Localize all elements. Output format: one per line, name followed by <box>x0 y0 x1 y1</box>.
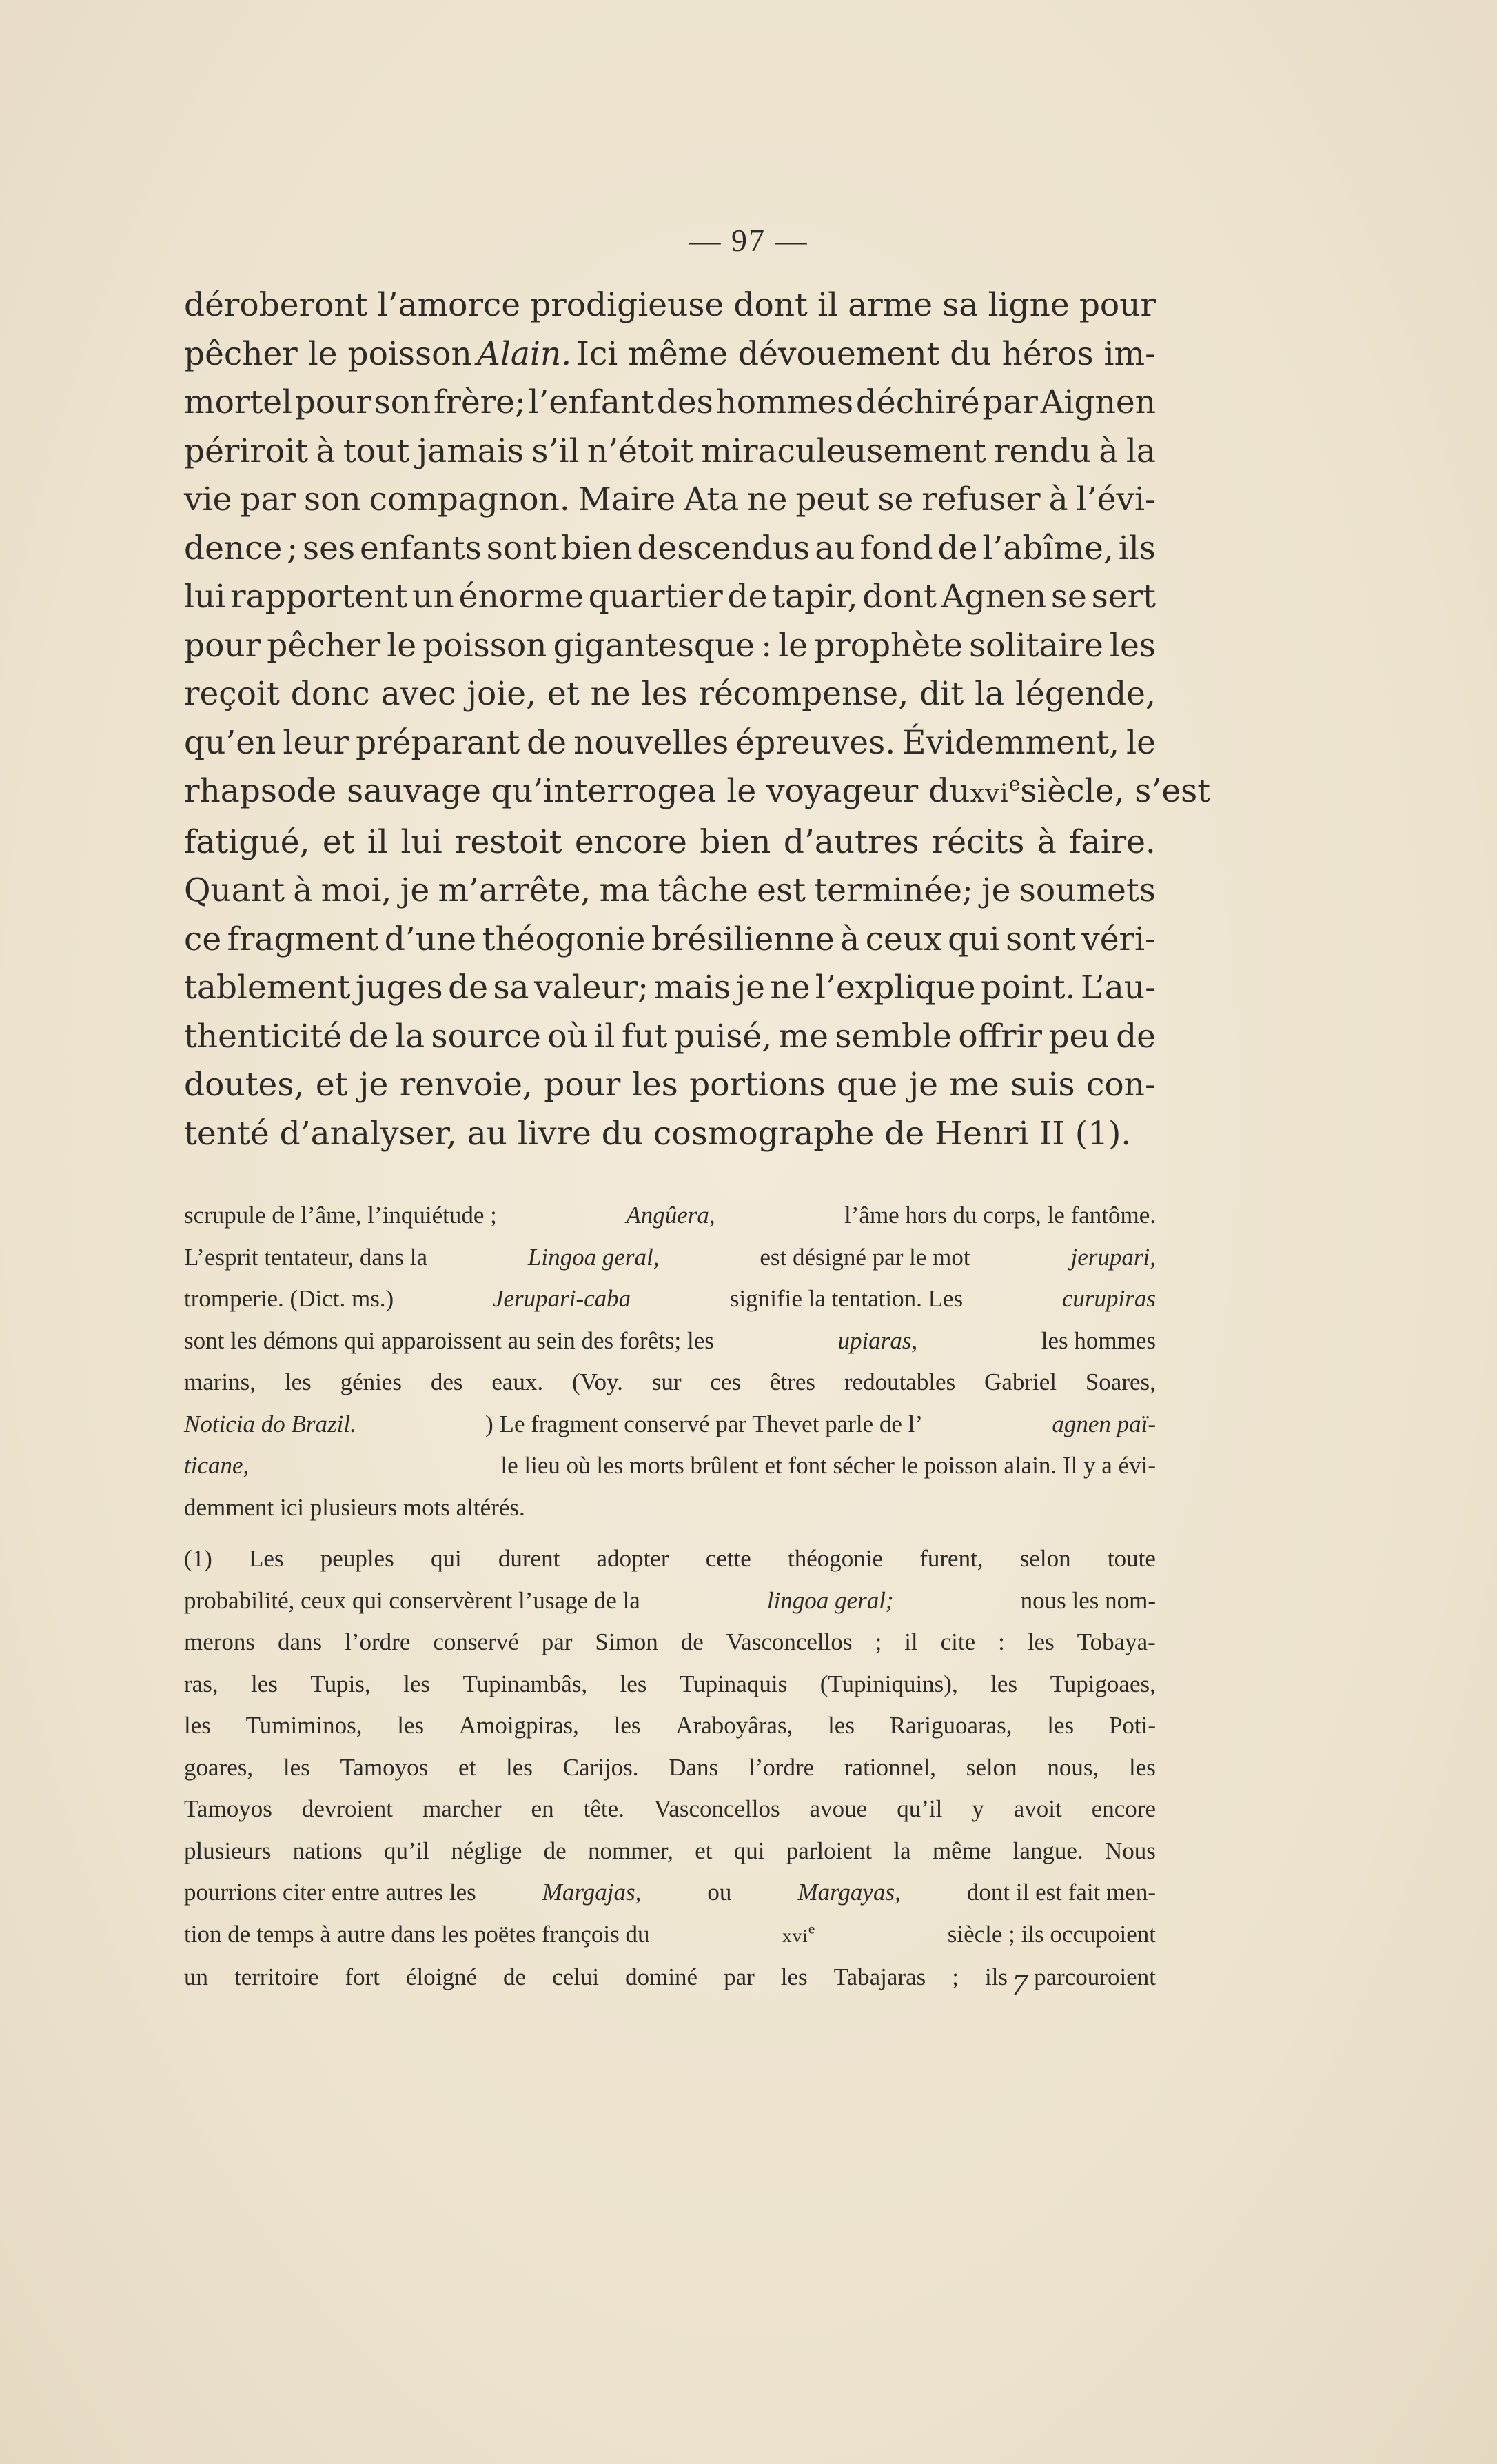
text-line: Quant à moi, je m’arrête, ma tâche est terminée; je soumets <box>184 871 1156 909</box>
page-number: — 97 — <box>689 223 808 258</box>
text-line: pour pêcher le poisson gigantesque : le prophète solitaire les <box>184 626 1156 665</box>
footnote-line: pourrions citer entre autres les Margajas, ou Margayas, dont il est fait men- <box>184 1879 1156 1906</box>
text-line: déroberont l’amorce prodigieuse dont il arme sa ligne pour <box>184 286 1156 324</box>
footnote-line: merons dans l’ordre conservé par Simon de Vasconcellos ; il cite : les Tobaya- <box>184 1628 1156 1655</box>
footnote-line: scrupule de l’âme, l’inquiétude ; Angûera, l’âme hors du corps, le fantôme. <box>184 1202 1156 1229</box>
footnote-line: Tamoyos devroient marcher en tête. Vasconcellos avoue qu’il y avoit encore <box>184 1795 1156 1822</box>
text-line: mortel pour son frère; l’enfant des hommes déchiré par Aignen <box>184 383 1156 421</box>
text-line: pêcher le poisson Alain. Ici même dévouement du héros im- <box>184 334 1156 373</box>
footnote-line: plusieurs nations qu’il néglige de nommer, et qui parloient la même langue. Nous <box>184 1837 1156 1864</box>
text-line: vie par son compagnon. Maire Ata ne peut se refuser à l’évi- <box>184 481 1156 518</box>
footnote-line: L’esprit tentateur, dans la Lingoa geral, est désigné par le mot jerupari, <box>184 1243 1156 1271</box>
footnote-line: (1) Les peuples qui durent adopter cette théogonie furent, selon toute <box>184 1545 1156 1572</box>
main-text-block <box>184 281 1211 1158</box>
text-line: tenté d’analyser, au livre du cosmographe de Henri II (1). <box>184 1114 1132 1153</box>
footnote-line: ticane, le lieu où les morts brûlent et font sécher le poisson alain. Il y a évi- <box>184 1452 1156 1479</box>
footnote-line: demment ici plusieurs mots altérés. <box>184 1493 525 1521</box>
footnote-line: ras, les Tupis, les Tupinambâs, les Tupinaquis (Tupiniquins), les Tupigoaes, <box>184 1670 1156 1697</box>
text-line: thenticité de la source où il fut puisé, me semble offrir peu de <box>184 1017 1156 1056</box>
footnote-line: tion de temps à autre dans les poëtes françois du xvi$^e$ siècle ; ils occupoient <box>184 1919 1156 1948</box>
footnote-line: goares, les Tamoyos et les Carijos. Dans l’ordre rationnel, selon nous, les <box>184 1753 1156 1781</box>
signature-mark: 7 <box>1012 1967 1028 2002</box>
text-line: dence ; ses enfants sont bien descendus au fond de l’abîme, ils <box>184 529 1156 567</box>
text-line: lui rapportent un énorme quartier de tapir, dont Agnen se sert <box>184 578 1156 616</box>
text-line: tablement juges de sa valeur; mais je ne l’explique point. L’au- <box>184 969 1156 1007</box>
footnote-line: Noticia do Brazil. ) Le fragment conservé par Thevet parle de l’ agnen paï- <box>184 1410 1156 1437</box>
text-line: périroit à tout jamais s’il n’étoit miraculeusement rendu à la <box>184 432 1156 470</box>
footnote-line: sont les démons qui apparoissent au sein des forêts; les upiaras, les hommes <box>184 1326 1156 1354</box>
text-line: ce fragment d’une théogonie brésilienne à ceux qui sont véri- <box>184 920 1156 958</box>
footnotes <box>184 1195 1156 1999</box>
text-line: rhapsode sauvage qu’interrogea le voyageur du xvi$^e$ siècle, s’est <box>184 772 1211 810</box>
text-line: doutes, et je renvoie, pour les portions que je me suis con- <box>184 1066 1156 1104</box>
footnote-line: un territoire fort éloigné de celui dominé par les Tabajaras ; ils parcouroient <box>184 1963 1156 1990</box>
text-line: reçoit donc avec joie, et ne les récompense, dit la légende, <box>184 675 1156 713</box>
footnote-line: probabilité, ceux qui conservèrent l’usage de la lingoa geral; nous les nom- <box>184 1586 1156 1614</box>
text-line: fatigué, et il lui restoit encore bien d’autres récits à faire. <box>184 822 1156 861</box>
footnote-line: marins, les génies des eaux. (Voy. sur ces êtres redoutables Gabriel Soares, <box>184 1369 1156 1395</box>
footnote-line: les Tumiminos, les Amoigpiras, les Araboyâras, les Rariguoaras, les Poti- <box>184 1712 1156 1739</box>
footnote-line: tromperie. (Dict. ms.) Jerupari-caba signifie la tentation. Les curupiras <box>184 1285 1156 1312</box>
text-line: qu’en leur préparant de nouvelles épreuves. Évidemment, le <box>184 723 1156 762</box>
